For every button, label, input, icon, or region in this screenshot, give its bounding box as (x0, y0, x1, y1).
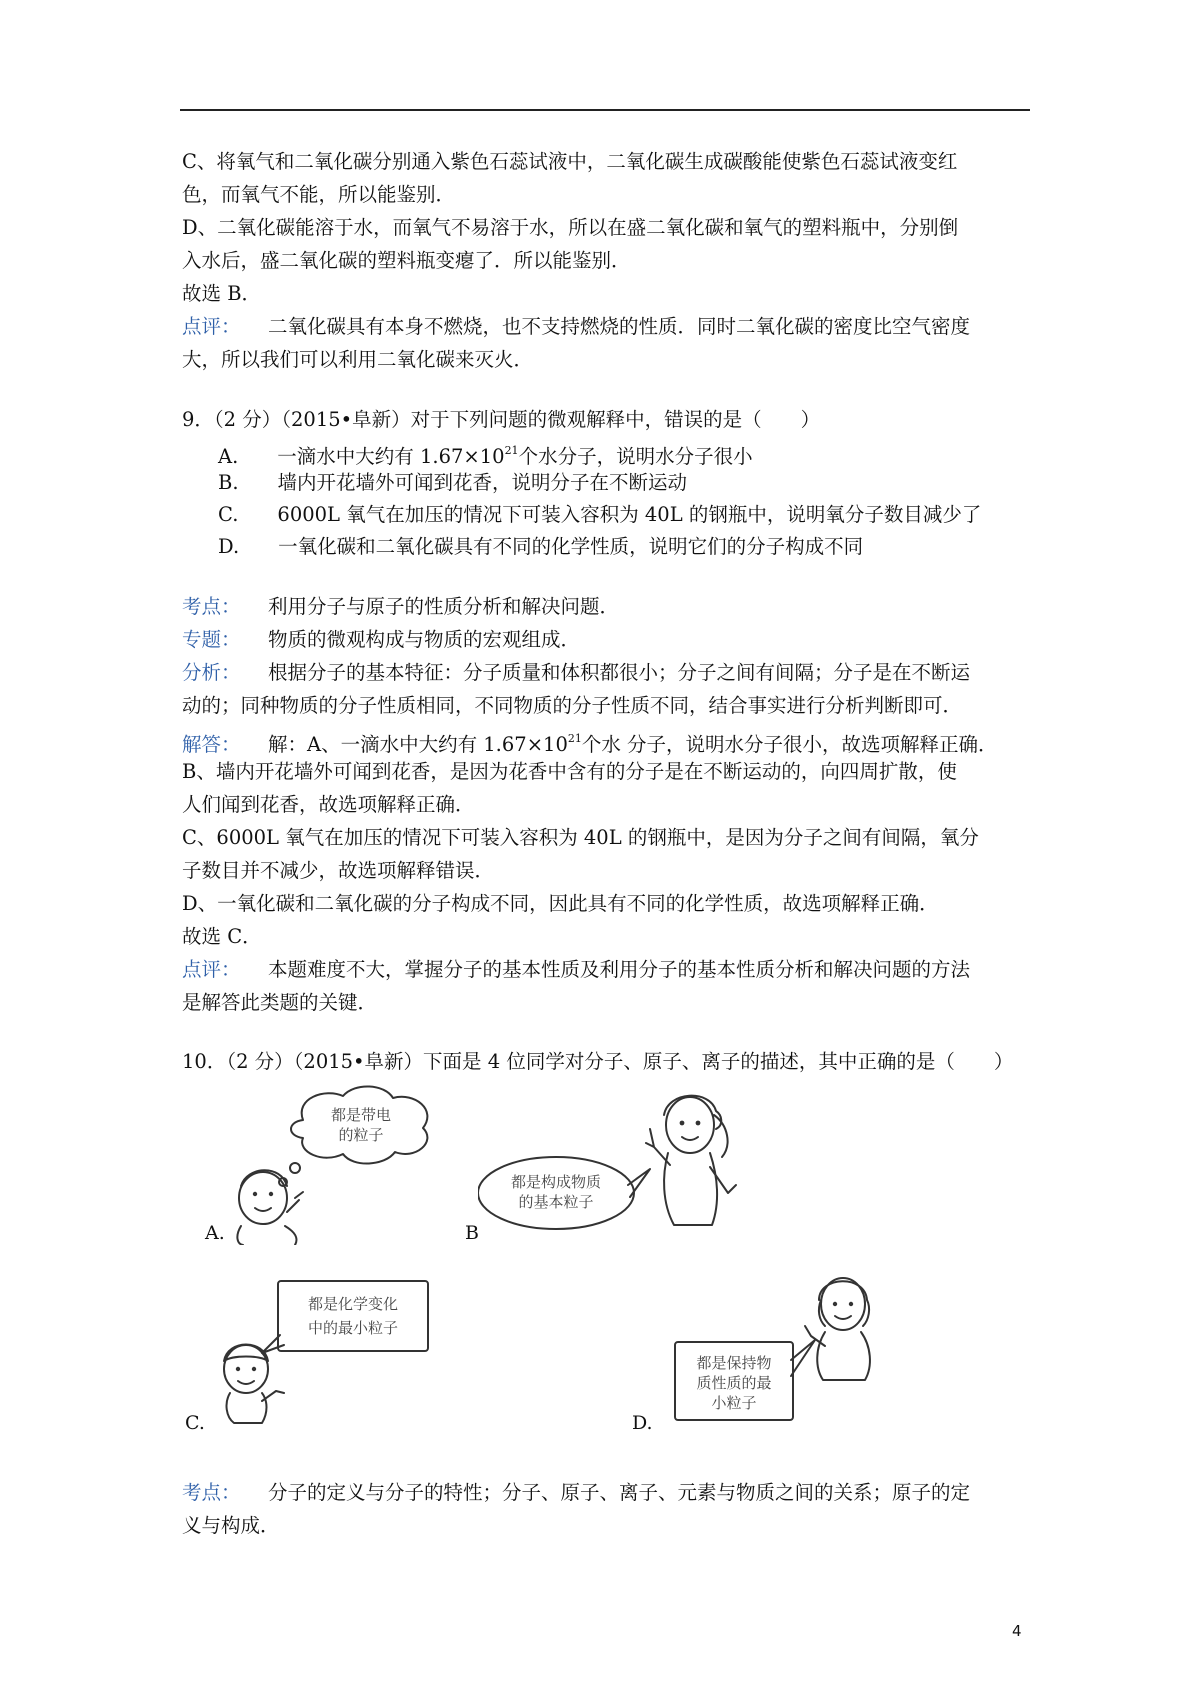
bubble-d-line-2: 质性质的最 (696, 1374, 772, 1392)
header-rule (180, 109, 1030, 111)
q9-jieda-tag: 解答： (182, 733, 241, 756)
q8-answer: 故选 B． (182, 282, 262, 305)
bubble-c-line-2: 中的最小粒子 (307, 1319, 399, 1337)
q10-kaodian-text-1: 分子的定义与分子的特性；分子、原子、离子、元素与物质之间的关系；原子的定 (268, 1481, 971, 1504)
q8-option-c-explanation-2: 色，而氧气不能，所以能鉴别． (182, 183, 456, 206)
q8-comment-tag: 点评： (182, 315, 241, 338)
q9-zhuanti-tag: 专题： (182, 628, 241, 651)
q9-option-d: D. 一氧化碳和二氧化碳具有不同的化学性质，说明它们的分子构成不同 (218, 535, 864, 558)
q9-option-a (218, 436, 753, 472)
q9-option-b: B. 墙内开花墙外可闻到花香，说明分子在不断运动 (218, 471, 688, 494)
q10-figure-d (665, 1270, 880, 1425)
q9-kaodian-line (182, 592, 619, 622)
bubble-d-line-3: 小粒子 (711, 1394, 757, 1412)
q9-comment-text-1: 本题难度不大，掌握分子的基本性质及利用分子的基本性质分析和解决问题的方法 (268, 958, 971, 981)
q9-zhuanti-text: 物质的微观构成与物质的宏观组成． (268, 628, 581, 651)
q9-jieda-text-5: 子数目并不减少，故选项解释错误． (182, 859, 495, 882)
q9-option-c: C. 6000L 氧气在加压的情况下可装入容积为 40L 的钢瓶中，说明氧分子数目减少了 (218, 503, 982, 526)
q8-comment-line-1 (182, 312, 970, 342)
q9-zhuanti-line (182, 625, 580, 655)
q8-option-d-explanation-1: D、二氧化碳能溶于水，而氧气不易溶于水，所以在盛二氧化碳和氧气的塑料瓶中，分别倒 (182, 216, 959, 239)
q10-label-d: D. (632, 1412, 653, 1434)
q9-jieda-post: 个水 分子，说明水分子很小，故选项解释正确． (581, 733, 998, 756)
q9-comment-text-2: 是解答此类题的关键． (182, 991, 378, 1014)
q10-kaodian-text-2: 义与构成． (182, 1514, 280, 1537)
bubble-a-line-1: 都是带电 (330, 1106, 392, 1124)
q8-option-d-explanation-2: 入水后，盛二氧化碳的塑料瓶变瘪了．所以能鉴别． (182, 249, 631, 272)
q8-comment-text-2: 大，所以我们可以利用二氧化碳来灭火． (182, 348, 534, 371)
bubble-d-line-1: 都是保持物 (696, 1354, 772, 1372)
q9-jieda-text-4: C、6000L 氧气在加压的情况下可装入容积为 40L 的钢瓶中，是因为分子之间有间隔，氧分 (182, 826, 979, 849)
q9-kaodian-text: 利用分子与原子的性质分析和解决问题． (268, 595, 620, 618)
q9-jieda-text-3: 人们闻到花香，故选项解释正确． (182, 793, 475, 816)
q10-label-c: C. (185, 1412, 205, 1434)
q10-label-a: A. (205, 1222, 225, 1244)
q9-kaodian-tag: 考点： (182, 595, 241, 618)
q9-fenxi-line-1 (182, 658, 970, 688)
q10-kaodian-line-1 (182, 1478, 970, 1508)
q9-option-a-exponent: 21 (504, 444, 519, 457)
q9-option-a-pre: A. 一滴水中大约有 1.67×10 (218, 445, 505, 468)
bubble-b-line-1: 都是构成物质 (510, 1173, 602, 1191)
q10-stem: 10．（2 分）（2015•阜新）下面是 4 位同学对分子、原子、离子的描述，其中正确的是（ ） (182, 1050, 1014, 1073)
q9-comment-line-1 (182, 955, 970, 985)
q9-fenxi-text-1: 根据分子的基本特征：分子质量和体积都很小；分子之间有间隔；分子是在不断运 (268, 661, 971, 684)
q10-figure-b (478, 1085, 758, 1245)
q9-answer: 故选 C． (182, 925, 262, 948)
q9-jieda-pre: 解：A、一滴水中大约有 1.67×10 (268, 733, 568, 756)
q9-stem: 9．（2 分）（2015•阜新）对于下列问题的微观解释中，错误的是（ ） (182, 408, 821, 431)
page-number: 4 (1012, 1622, 1022, 1640)
q9-jieda-exponent: 21 (567, 732, 582, 745)
q10-figure-a (225, 1080, 440, 1245)
q10-label-b: B (465, 1222, 479, 1244)
q9-option-a-post: 个水分子，说明水分子很小 (518, 445, 753, 468)
q10-kaodian-tag: 考点： (182, 1481, 241, 1504)
q9-fenxi-tag: 分析： (182, 661, 241, 684)
q9-fenxi-text-2: 动的；同种物质的分子性质相同，不同物质的分子性质不同，结合事实进行分析判断即可． (182, 694, 963, 717)
bubble-b-line-2: 的基本粒子 (518, 1193, 594, 1211)
q9-comment-tag: 点评： (182, 958, 241, 981)
q9-jieda-text-2: B、墙内开花墙外可闻到花香，是因为花香中含有的分子是在不断运动的，向四周扩散，使 (182, 760, 957, 783)
q9-jieda-line-1 (182, 724, 998, 760)
bubble-a-line-2: 的粒子 (338, 1126, 384, 1144)
q9-jieda-text-6: D、一氧化碳和二氧化碳的分子构成不同，因此具有不同的化学性质，故选项解释正确． (182, 892, 939, 915)
q8-option-c-explanation-1: C、将氧气和二氧化碳分别通入紫色石蕊试液中，二氧化碳生成碳酸能使紫色石蕊试液变红 (182, 150, 958, 173)
q8-comment-text-1: 二氧化碳具有本身不燃烧，也不支持燃烧的性质．同时二氧化碳的密度比空气密度 (268, 315, 971, 338)
bubble-c-line-1: 都是化学变化 (307, 1295, 399, 1313)
q10-figure-c (210, 1275, 445, 1425)
